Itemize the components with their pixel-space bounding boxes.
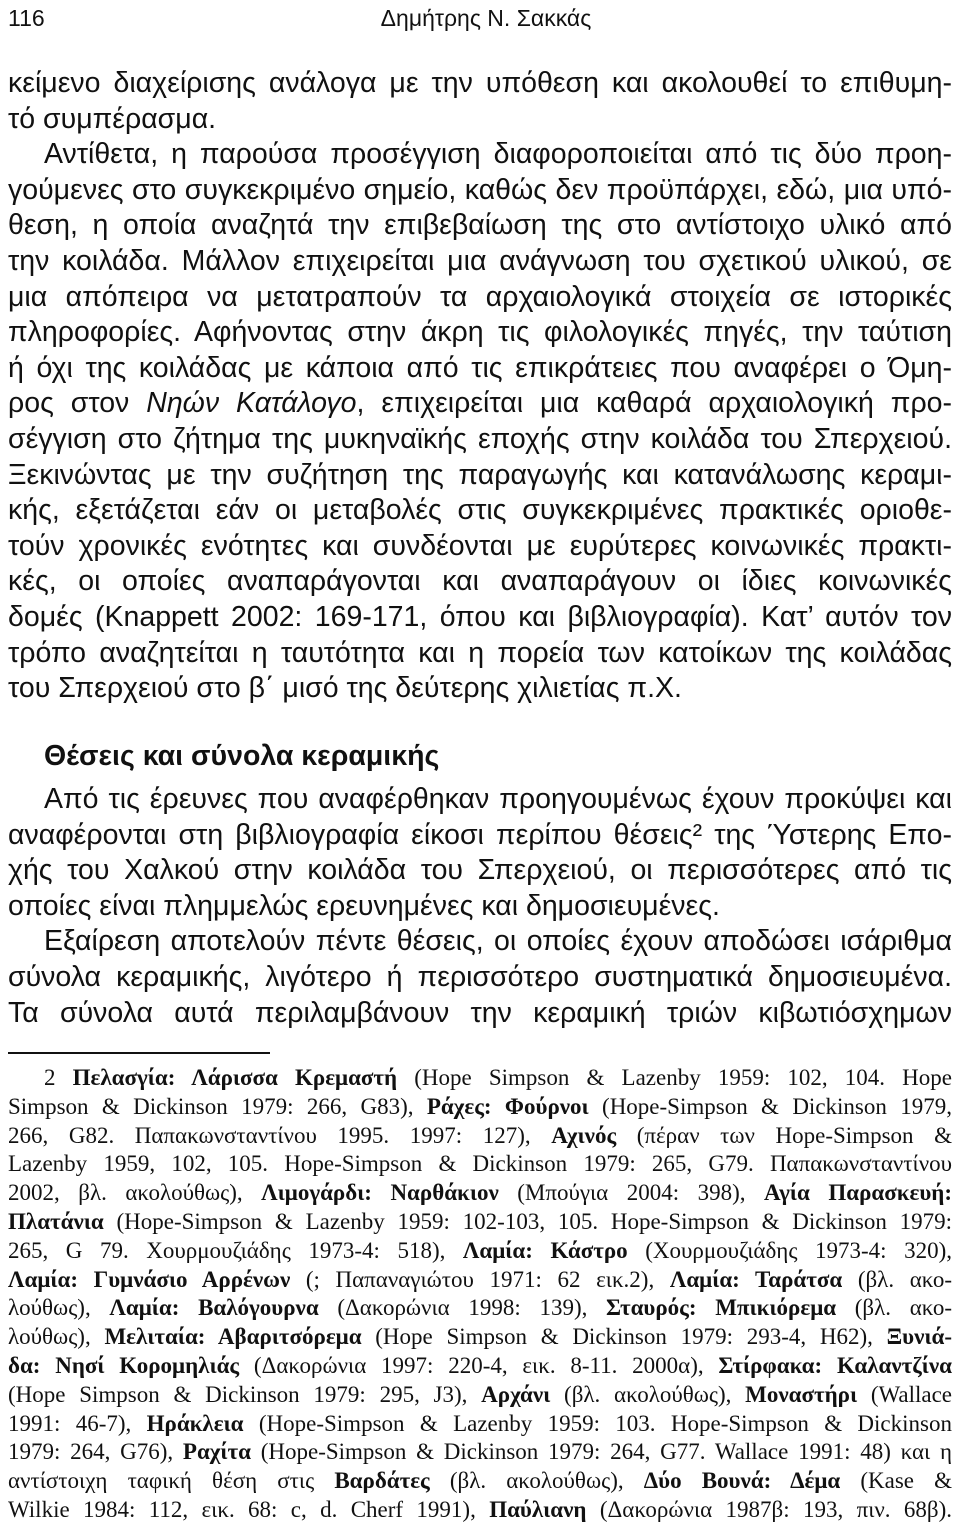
citation-text: Lazenby 1959, 102, 105. Hope-Simpson & Dickinson 1979: 265, G79. Παπακωνσταντίνου xyxy=(8,1151,952,1177)
citation-text: (Δακορώνια 1997: 220-4, εικ. 8-11. 2000α), xyxy=(239,1352,719,1378)
site-name: Ραχίτα xyxy=(182,1439,251,1465)
citation-text: 266, G82. Παπακωνσταντίνου 1995. 1997: 127), xyxy=(8,1122,552,1148)
citation-text: (βλ. ακολούθως), xyxy=(429,1468,644,1494)
body-text-line: οποίες είναι πλημμελώς ερευνημένες και δημοσιευμένες. xyxy=(8,889,720,922)
body-text-line: Αντίθετα, η παρούσα προσέγγιση διαφοροποιείται από τις δύο προη- xyxy=(44,138,952,171)
body-text-line xyxy=(8,386,952,422)
body-text-line: μια απόπειρα να μετατραπούν τα αρχαιολογικά στοιχεία σε ιστορικές xyxy=(8,280,952,313)
body-text-line: κείμενο διαχείρισης ανάλογα με την υπόθεση και ακολουθεί το επιθυμη- xyxy=(8,67,952,99)
footnote-line xyxy=(8,1467,952,1496)
body-text-line: σύνολα κεραμικής, λιγότερο ή περισσότερο συστηματικά δημοσιευμένα. xyxy=(8,960,952,993)
footnote-line xyxy=(8,1381,952,1410)
body-text-line: αναφέρονται στη βιβλιογραφία είκοσι περίπου θέσεις² της Ύστερης Επο- xyxy=(8,818,952,851)
running-title: Δημήτρης Ν. Σακκάς xyxy=(380,5,592,31)
section-paragraphs xyxy=(8,782,952,1031)
site-name: Αχινός xyxy=(551,1122,617,1148)
citation-text: λούθως), xyxy=(8,1295,110,1321)
site-name: Ξυνιά- xyxy=(886,1324,952,1350)
footnote-number: 2 xyxy=(44,1065,73,1090)
citation-text: 2002, βλ. ακολούθως), xyxy=(8,1180,262,1206)
footnote-line xyxy=(8,1294,952,1323)
citation-text: 1979: 264, G76), xyxy=(8,1439,183,1465)
site-name: Μοναστήρι xyxy=(745,1381,858,1407)
footnote-line xyxy=(8,1150,952,1179)
text-segment: ρος στον xyxy=(8,387,147,420)
body-text-line: κές, οι οποίες αναπαράγονται και αναπαράγουν οι ίδιες κοινωνικές xyxy=(8,565,952,598)
citation-text: (Hope Simpson & Dickinson 1979: 295, J3), xyxy=(8,1381,482,1407)
body-text-line: δομές (Knappett 2002: 169-171, όπου και βιβλιογραφία). Κατ’ αυτόν τον xyxy=(8,600,952,633)
footnote-line xyxy=(8,1122,952,1151)
citation-text: (Δακορώνια 1998: 139), xyxy=(318,1295,607,1321)
site-name: Λιμογάρδι: Ναρθάκιον xyxy=(261,1180,499,1206)
citation-text: (βλ. ακολούθως), xyxy=(550,1381,746,1407)
citation-text: λούθως), xyxy=(8,1324,105,1350)
citation-text: Simpson & Dickinson 1979: 266, G83), xyxy=(8,1093,427,1119)
footnote-line xyxy=(8,1237,952,1266)
footnote-line xyxy=(8,1352,952,1381)
site-name: Βαρδάτες xyxy=(334,1468,430,1494)
citation-text: (Wallace xyxy=(857,1381,952,1407)
text-segment: , επιχειρείται μια καθαρά αρχαιολογική προ- xyxy=(356,387,953,420)
citation-text: (Δακορώνια 1987β: 193, πιν. 68β). xyxy=(586,1496,952,1522)
section-heading: Θέσεις και σύνολα κεραμικής xyxy=(44,740,440,772)
body-text-line: σέγγιση στο ζήτημα της μυκηναϊκής εποχής στην κοιλάδα του Σπερχειού. xyxy=(8,422,952,455)
citation-text: (Hope-Simpson & Dickinson 1979, xyxy=(588,1093,952,1119)
site-name: Αγία Παρασκευή: xyxy=(764,1180,953,1206)
site-name: Αρχάνι xyxy=(481,1381,551,1407)
body-text-line: την κοιλάδα. Μάλλον επιχειρείται μια ανάγνωση του σχετικού υλικού, σε xyxy=(8,244,952,277)
site-name: Πελασγία: Λάρισσα Κρεμαστή xyxy=(72,1065,398,1090)
citation-text: (βλ. ακο- xyxy=(836,1295,952,1321)
site-name: Λαμία: Ταράτσα xyxy=(669,1266,843,1292)
site-name: Λαμία: Βαλόγουρνα xyxy=(109,1295,319,1321)
citation-text: Wilkie 1984: 112, εικ. 68: c, d. Cherf 1991), xyxy=(8,1496,490,1522)
footnote-rule xyxy=(8,1052,270,1054)
citation-text: (Hope-Simpson & Dickinson 1979: 264, G77. Wallace 1991: 48) και η xyxy=(250,1439,952,1465)
footnote xyxy=(8,1064,952,1525)
footnote-line xyxy=(8,1208,952,1237)
site-name: Ηράκλεια xyxy=(146,1410,244,1436)
body-text-line: Εξαίρεση αποτελούν πέντε θέσεις, οι οποίες έχουν αποδώσει ισάριθμα xyxy=(44,925,952,958)
footnote-line xyxy=(8,1064,952,1093)
citation-text: 265, G 79. Χουρμουζιάδης 1973-4: 518), xyxy=(8,1237,463,1263)
site-name: Ράχες: Φούρνοι xyxy=(426,1093,589,1119)
site-name: Λαμία: Κάστρο xyxy=(462,1237,628,1263)
site-name: Λαμία: Γυμνάσιο Αρρένων xyxy=(8,1266,291,1292)
body-text-line: Τα σύνολα αυτά περιλαμβάνουν την κεραμική τριών κιβωτιόσχημων xyxy=(8,996,952,1029)
body-text-line: τό συμπέρασμα. xyxy=(8,102,217,135)
site-name: Δύο Βουνά: Δέμα xyxy=(643,1468,841,1494)
footnote-line xyxy=(8,1438,952,1467)
citation-text: (Hope-Simpson & Lazenby 1959: 102-103, 105. Hope-Simpson & Dickinson 1979: xyxy=(103,1208,952,1234)
citation-text: (Hope Simpson & Dickinson 1979: 293-4, H62), xyxy=(361,1324,887,1350)
citation-text: (Kase & xyxy=(840,1468,952,1494)
site-name: Σταυρός: Μπικιόρεμα xyxy=(606,1295,837,1321)
body-text-line: Ξεκινώντας με την συζήτηση της παραγωγής και κατανάλωσης κεραμι- xyxy=(8,458,952,491)
footnote-line xyxy=(8,1323,952,1352)
site-name: Στίρφακα: Καλαντζίνα xyxy=(718,1352,952,1378)
site-name: Παύλιανη xyxy=(489,1496,587,1522)
body-text-line: τρόπο αναζητείται η ταυτότητα και η πορεία των κατοίκων της κοιλάδας xyxy=(8,636,952,669)
footnote-line xyxy=(8,1266,952,1295)
body-text-line: ή όχι της κοιλάδας με κάποια από τις επικράτειες που αναφέρει ο Όμη- xyxy=(8,351,952,384)
body-text-line: τούν χρονικές ενότητες και συνδέονται με ευρύτερες κοινωνικές πρακτι- xyxy=(8,529,952,562)
body-text-line: γούμενες στο συγκεκριμένο σημείο, καθώς δεν προϋπάρχει, εδώ, μια υπό- xyxy=(8,173,952,206)
footnote-line xyxy=(8,1179,952,1208)
footnote-line xyxy=(8,1410,952,1439)
page-number: 116 xyxy=(8,5,45,31)
site-name: Μελιταία: Αβαριτσόρεμα xyxy=(104,1324,362,1350)
body-text-line: κής, εξετάζεται εάν οι μεταβολές στις συγκεκριμένες πρακτικές οριοθε- xyxy=(8,494,952,527)
site-name: Πλατάνια xyxy=(8,1208,104,1234)
citation-text: αντίστοιχη ταφική θέση στις xyxy=(8,1468,335,1494)
body-text-line: θεση, η οποία αναζητά την επιβεβαίωση της στο αντίστοιχο υλικό από xyxy=(8,209,952,242)
body-text-line: Από τις έρευνες που αναφέρθηκαν προηγουμένως έχουν προκύψει και xyxy=(44,783,952,815)
citation-text: (πέραν των Hope-Simpson & xyxy=(616,1122,953,1148)
footnote-line xyxy=(8,1093,952,1122)
citation-text: (βλ. ακο- xyxy=(842,1266,952,1292)
citation-text: (Χουρμουζιάδης 1973-4: 320), xyxy=(627,1237,952,1263)
citation-text: (Hope Simpson & Lazenby 1959: 102, 104. Hope xyxy=(397,1065,952,1090)
citation-text: (Μπούγια 2004: 398), xyxy=(498,1180,764,1206)
body-text-line: χής του Χαλκού στην κοιλάδα του Σπερχειού, οι περισσότερες από τις xyxy=(8,854,952,887)
site-name: δα: Νησί Κορομηλιάς xyxy=(8,1352,240,1378)
body-text-line: πληροφορίες. Αφήνοντας στην άκρη τις φιλολογικές πηγές, την ταύτιση xyxy=(8,316,952,349)
citation-text: (Hope-Simpson & Lazenby 1959: 103. Hope-Simpson & Dickinson xyxy=(243,1410,952,1436)
italic-title: Νηών Κατάλογο xyxy=(146,387,357,420)
body-paragraphs xyxy=(8,66,952,707)
citation-text: (; Παπαναγιώτου 1971: 62 εικ.2), xyxy=(290,1266,670,1292)
footnote-line xyxy=(8,1496,952,1525)
body-text-line: του Σπερχειού στο β΄ μισό της δεύτερης χιλιετίας π.Χ. xyxy=(8,672,682,705)
citation-text: 1991: 46-7), xyxy=(8,1410,147,1436)
